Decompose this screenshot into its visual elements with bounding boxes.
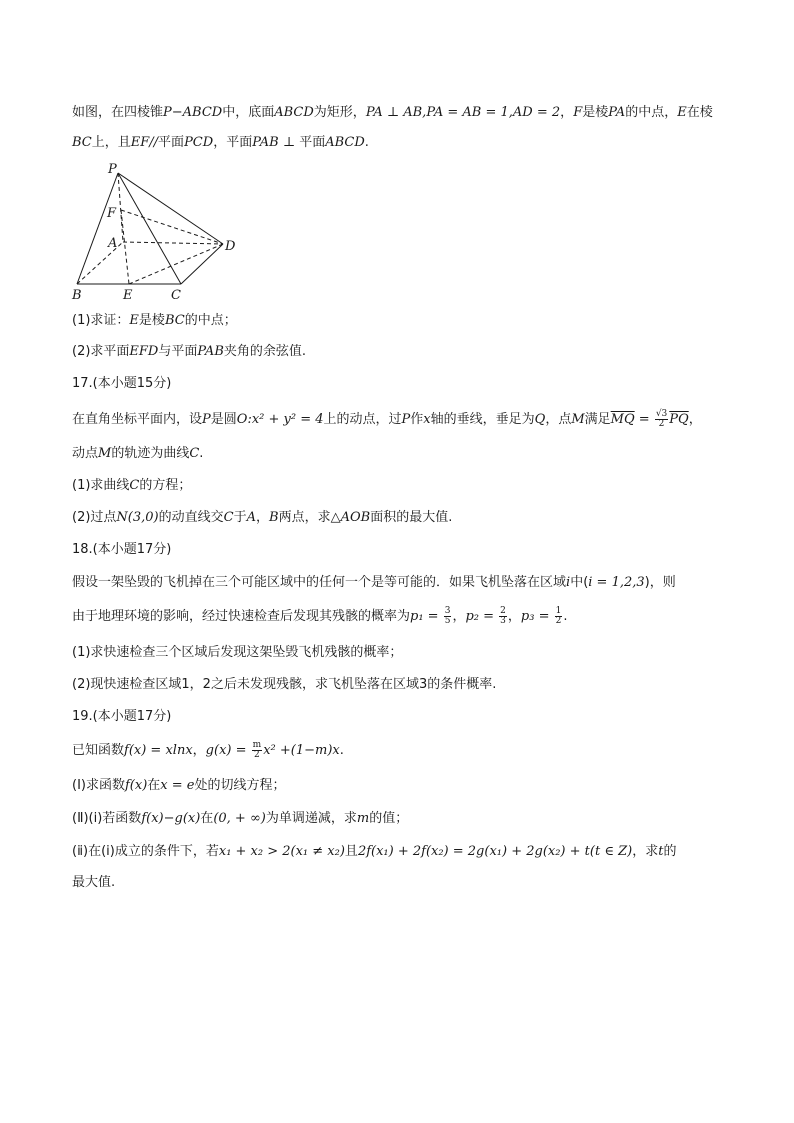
p17-line1: 在直角坐标平面内，设P是圆O:x² + y² = 4上的动点，过P作x轴的垂线，垂足为Q，点M满足$\overline{MQ}$ = $\frac{√3}{2}$ $\overline{PQ}$， [72, 409, 702, 429]
label-P: P [108, 162, 117, 177]
p18-line2: 由于地理环境的影响，经过快速检查后发现其残骸的概率为p₁ = $\frac{3}{5}$ ，p₂ = $\frac{2}{3}$ ，p₃ = $\frac{1}{2}$ . [72, 606, 568, 626]
p17-line2: 动点M的轨迹为曲线C. [72, 446, 204, 461]
edge-AD [123, 242, 223, 244]
p17-header: 17.(本小题15分) [72, 376, 172, 391]
p16-q2: (2)求平面EFD与平面PAB夹角的余弦值. [72, 344, 307, 359]
pyramid-figure [68, 160, 248, 305]
label-F: F [107, 206, 117, 221]
p16-line1: 如图，在四棱锥P−ABCD中，底面ABCD为矩形，PA ⊥ AB,PA = AB = 1,AD = 2，F是棱PA的中点，E在棱 [72, 105, 713, 120]
p16-q1: (1)求证：E是棱BC的中点； [72, 313, 237, 328]
label-C: C [171, 288, 181, 303]
label-D: D [225, 239, 236, 254]
label-B: B [72, 288, 82, 303]
edge-PB [77, 173, 118, 284]
p18-header: 18.(本小题17分) [72, 542, 172, 557]
p19-q1: (Ⅰ)求函数f(x)在x = e处的切线方程； [72, 778, 286, 793]
edge-ED [129, 244, 223, 284]
label-E: E [123, 288, 133, 303]
p19-line1: 已知函数f(x) = xlnx，g(x) = $\frac{m}{2}$ x² +(1−m)x. [72, 740, 344, 760]
edge-FD [121, 210, 223, 244]
edge-PA [118, 173, 123, 242]
edge-CD [181, 244, 223, 284]
p16-line2: BC上，且EF//平面PCD，平面PAB ⊥ 平面ABCD. [72, 135, 369, 150]
edge-PD [118, 173, 223, 244]
p19-q2: (Ⅱ)(ⅰ)若函数f(x)−g(x)在(0, + ∞)为单调递减，求m的值； [72, 811, 409, 826]
p17-q1: (1)求曲线C的方程； [72, 478, 192, 493]
edge-FE [121, 210, 129, 284]
p17-q2: (2)过点N(3,0)的动直线交C于A，B两点，求△AOB面积的最大值. [72, 510, 453, 525]
label-A: A [108, 236, 118, 251]
p18-line1: 假设一架坠毁的飞机掉在三个可能区域中的任何一个是等可能的．如果飞机坠落在区域i中(i = 1,2,3)，则 [72, 575, 676, 590]
p18-q1: (1)求快速检查三个区域后发现这架坠毁飞机残骸的概率； [72, 645, 403, 660]
p19-q3: (ⅱ)在(ⅰ)成立的条件下，若x₁ + x₂ > 2(x₁ ≠ x₂)且2f(x₁) + 2f(x₂) = 2g(x₁) + 2g(x₂) + t(t ∈ Z)，求t的 [72, 844, 677, 859]
p19-header: 19.(本小题17分) [72, 709, 172, 724]
p18-q2: (2)现快速检查区域1，2之后未发现残骸，求飞机坠落在区域3的条件概率. [72, 677, 497, 692]
p19-q4: 最大值. [72, 875, 116, 890]
